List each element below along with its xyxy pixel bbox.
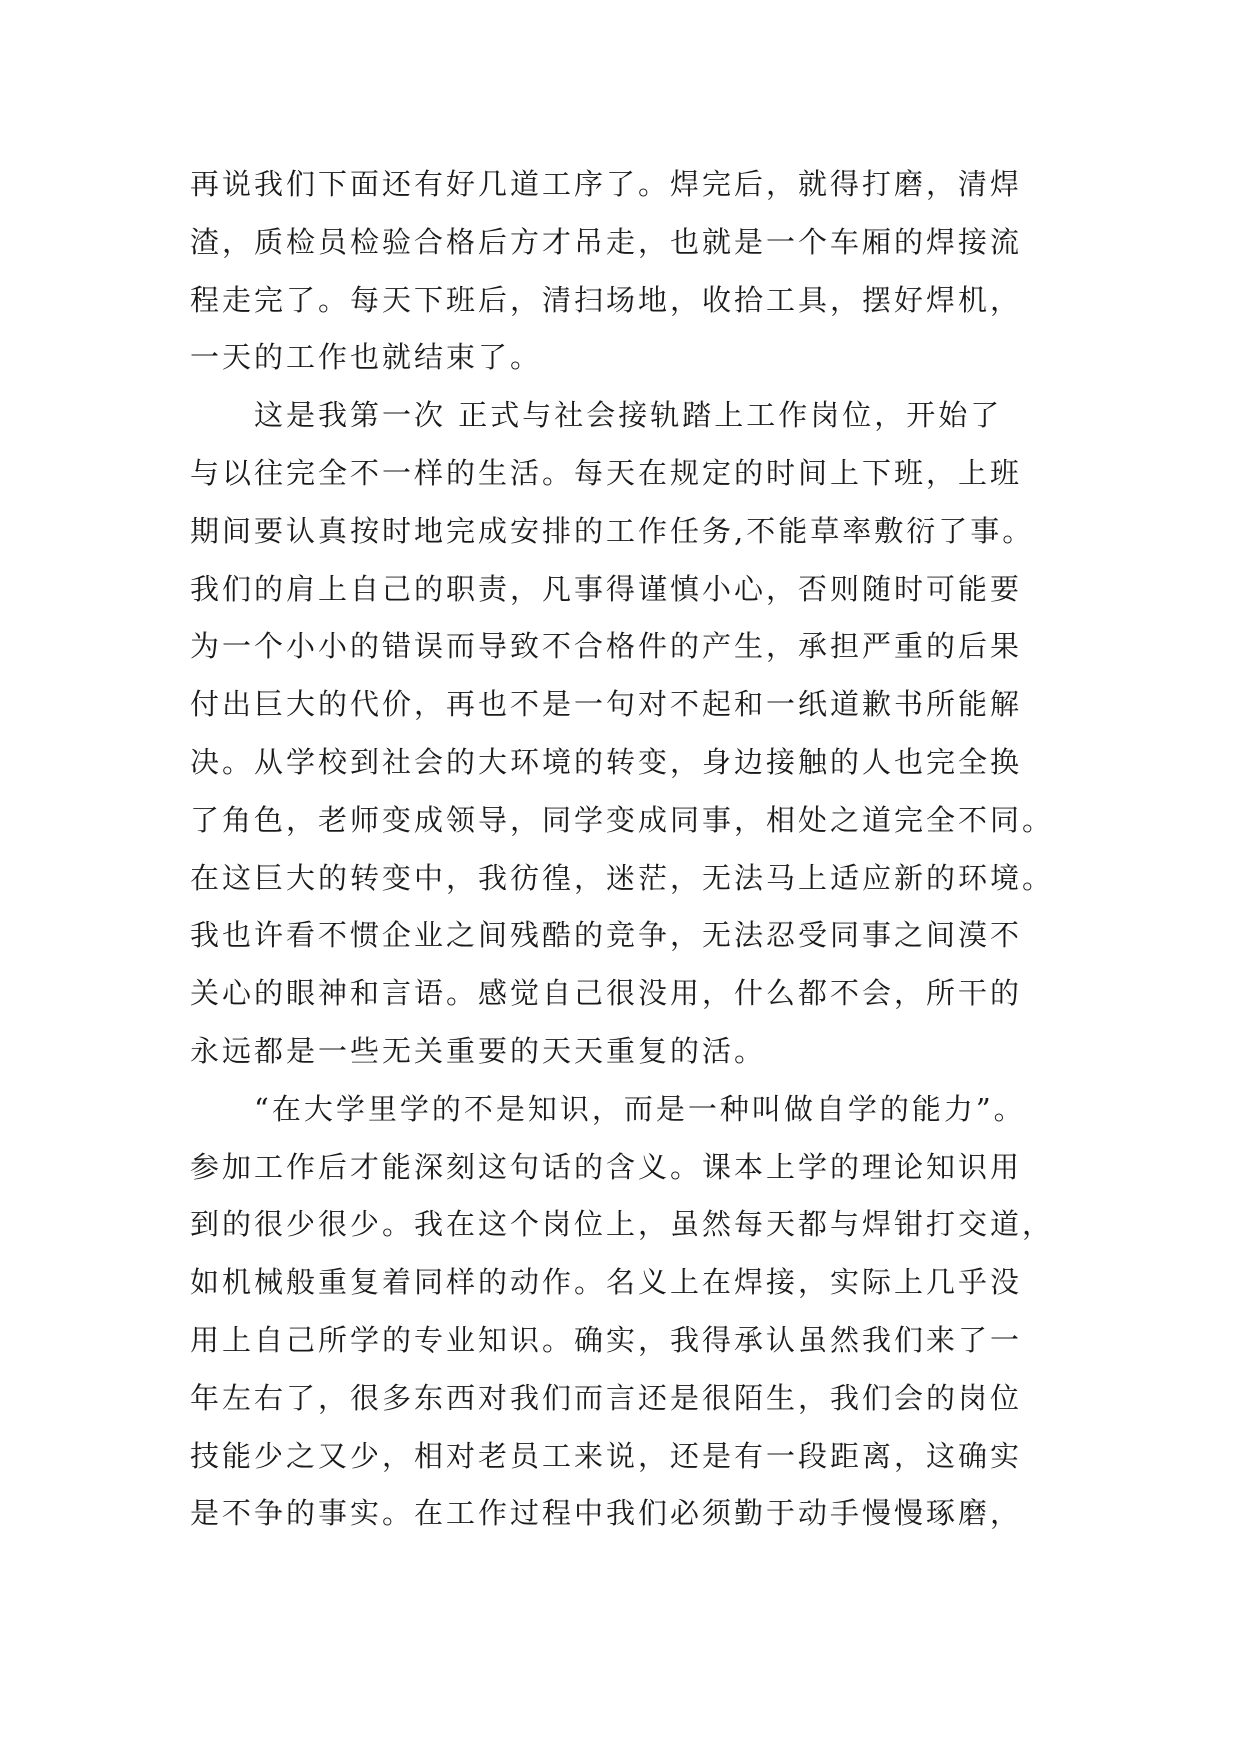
text-line: 了角色，老师变成领导，同学变成同事，相处之道完全不同。 bbox=[190, 802, 1055, 837]
text-line: 永远都是一些无关重要的天天重复的活。 bbox=[190, 1033, 767, 1068]
text-line: 如机械般重复着同样的动作。名义上在焊接，实际上几乎没 bbox=[190, 1265, 1023, 1300]
text-line: 程走完了。每天下班后，清扫场地，收拾工具，摆好焊机， bbox=[190, 282, 1023, 317]
text-line: 是不争的事实。在工作过程中我们必须勤于动手慢慢琢磨， bbox=[190, 1496, 1023, 1531]
text-line: 期间要认真按时地完成安排的工作任务,不能草率敷衍了事。 bbox=[190, 513, 1035, 548]
text-line: 我也许看不惯企业之间残酷的竞争，无法忍受同事之间漠不 bbox=[190, 918, 1023, 953]
text-line: 为一个小小的错误而导致不合格件的产生，承担严重的后果 bbox=[190, 629, 1023, 664]
text-line: 到的很少很少。我在这个岗位上，虽然每天都与焊钳打交道， bbox=[190, 1207, 1055, 1242]
text-line: 在这巨大的转变中，我彷徨，迷茫，无法马上适应新的环境。 bbox=[190, 860, 1055, 895]
text-line: 决。从学校到社会的大环境的转变，身边接触的人也完全换 bbox=[190, 744, 1023, 779]
text-line: 与以往完全不一样的生活。每天在规定的时间上下班，上班 bbox=[190, 455, 1023, 490]
text-line: 一天的工作也就结束了。 bbox=[190, 340, 543, 375]
text-line: 渣，质检员检验合格后方才吊走，也就是一个车厢的焊接流 bbox=[190, 224, 1023, 259]
text-line: 技能少之又少，相对老员工来说，还是有一段距离，这确实 bbox=[190, 1438, 1023, 1473]
text-line: 这是我第一次 正式与社会接轨踏上工作岗位，开始了 bbox=[190, 398, 1003, 433]
body-text bbox=[190, 156, 1070, 1543]
text-line: “在大学里学的不是知识，而是一种叫做自学的能力”。 bbox=[190, 1091, 1026, 1126]
text-line: 关心的眼神和言语。感觉自己很没用，什么都不会，所干的 bbox=[190, 976, 1023, 1011]
text-line: 再说我们下面还有好几道工序了。焊完后，就得打磨，清焊 bbox=[190, 167, 1023, 201]
text-line: 年左右了，很多东西对我们而言还是很陌生，我们会的岗位 bbox=[190, 1380, 1023, 1415]
text-line: 付出巨大的代价，再也不是一句对不起和一纸道歉书所能解 bbox=[190, 687, 1023, 722]
text-line: 用上自己所学的专业知识。确实，我得承认虽然我们来了一 bbox=[190, 1322, 1023, 1357]
text-line: 我们的肩上自己的职责，凡事得谨慎小心，否则随时可能要 bbox=[190, 571, 1023, 606]
text-line: 参加工作后才能深刻这句话的含义。课本上学的理论知识用 bbox=[190, 1149, 1023, 1184]
